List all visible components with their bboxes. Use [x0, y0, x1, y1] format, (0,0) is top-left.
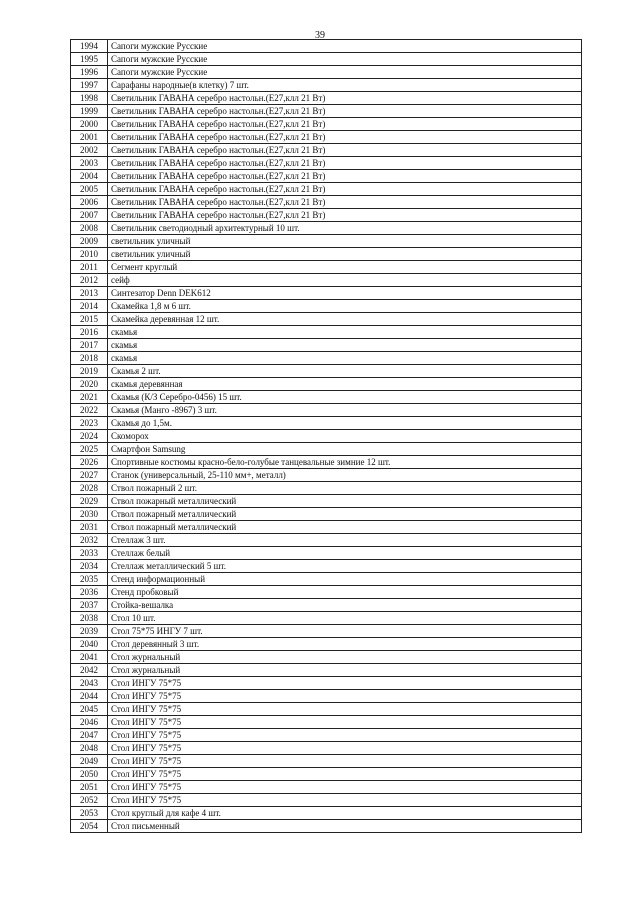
table-row: [71, 690, 582, 703]
row-number-cell: 2019: [71, 365, 108, 378]
table-row: [71, 625, 582, 638]
row-number-cell: 2024: [71, 430, 108, 443]
item-name-cell: Стеллаж 3 шт.: [108, 534, 582, 547]
item-name-cell: Сарафаны народные(в клетку) 7 шт.: [108, 79, 582, 92]
row-number-cell: 2000: [71, 118, 108, 131]
item-name-cell: Ствол пожарный 2 шт.: [108, 482, 582, 495]
row-number-cell: 2039: [71, 625, 108, 638]
item-name-cell: Ствол пожарный металлический: [108, 495, 582, 508]
item-name-cell: Стол 10 шт.: [108, 612, 582, 625]
row-number-cell: 2027: [71, 469, 108, 482]
table-row: [71, 664, 582, 677]
table-row: [71, 118, 582, 131]
table-row: [71, 261, 582, 274]
item-name-cell: Светильник ГАВАНА серебро настольн.(Е27,клл 21 Вт): [108, 131, 582, 144]
row-number-cell: 2007: [71, 209, 108, 222]
table-row: [71, 716, 582, 729]
row-number-cell: 1996: [71, 66, 108, 79]
item-name-cell: Синтезатор Denn DEK612: [108, 287, 582, 300]
table-row: [71, 183, 582, 196]
row-number-cell: 2015: [71, 313, 108, 326]
item-name-cell: Стол ИНГУ 75*75: [108, 781, 582, 794]
table-row: [71, 755, 582, 768]
row-number-cell: 2014: [71, 300, 108, 313]
table-row: [71, 339, 582, 352]
inventory-table-body: [71, 40, 582, 833]
table-row: [71, 300, 582, 313]
table-row: [71, 40, 582, 53]
table-row: [71, 820, 582, 833]
row-number-cell: 2004: [71, 170, 108, 183]
table-row: [71, 131, 582, 144]
row-number-cell: 2008: [71, 222, 108, 235]
item-name-cell: Спортивные костюмы красно-бело-голубые танцевальные зимние 12 шт.: [108, 456, 582, 469]
table-row: [71, 651, 582, 664]
row-number-cell: 2020: [71, 378, 108, 391]
item-name-cell: Стол ИНГУ 75*75: [108, 742, 582, 755]
table-row: [71, 222, 582, 235]
table-row: [71, 287, 582, 300]
item-name-cell: Светильник светодиодный архитектурный 10 шт.: [108, 222, 582, 235]
row-number-cell: 2032: [71, 534, 108, 547]
table-row: [71, 586, 582, 599]
item-name-cell: Сапоги мужские Русские: [108, 53, 582, 66]
row-number-cell: 2021: [71, 391, 108, 404]
row-number-cell: 2034: [71, 560, 108, 573]
row-number-cell: 1997: [71, 79, 108, 92]
item-name-cell: Скамейка 1,8 м 6 шт.: [108, 300, 582, 313]
item-name-cell: Стол журнальный: [108, 664, 582, 677]
row-number-cell: 2016: [71, 326, 108, 339]
item-name-cell: скамья деревянная: [108, 378, 582, 391]
table-row: [71, 391, 582, 404]
table-row: [71, 443, 582, 456]
item-name-cell: Стенд пробковый: [108, 586, 582, 599]
item-name-cell: Светильник ГАВАНА серебро настольн.(Е27,клл 21 Вт): [108, 157, 582, 170]
item-name-cell: скамья: [108, 339, 582, 352]
row-number-cell: 2023: [71, 417, 108, 430]
table-row: [71, 404, 582, 417]
table-row: [71, 313, 582, 326]
inventory-table: [70, 39, 582, 833]
row-number-cell: 2001: [71, 131, 108, 144]
row-number-cell: 2038: [71, 612, 108, 625]
table-row: [71, 573, 582, 586]
item-name-cell: Светильник ГАВАНА серебро настольн.(Е27,клл 21 Вт): [108, 196, 582, 209]
page-number: 39: [315, 30, 325, 41]
item-name-cell: Скоморох: [108, 430, 582, 443]
table-row: [71, 781, 582, 794]
table-row: [71, 248, 582, 261]
row-number-cell: 2003: [71, 157, 108, 170]
item-name-cell: Сапоги мужские Русские: [108, 66, 582, 79]
item-name-cell: Станок (универсальный, 25-110 мм+, металл): [108, 469, 582, 482]
item-name-cell: Сегмент круглый: [108, 261, 582, 274]
item-name-cell: Стол ИНГУ 75*75: [108, 690, 582, 703]
item-name-cell: Светильник ГАВАНА серебро настольн.(Е27,клл 21 Вт): [108, 209, 582, 222]
row-number-cell: 2042: [71, 664, 108, 677]
item-name-cell: Стол ИНГУ 75*75: [108, 729, 582, 742]
row-number-cell: 2054: [71, 820, 108, 833]
item-name-cell: Скамья (Манго -8967) 3 шт.: [108, 404, 582, 417]
row-number-cell: 2002: [71, 144, 108, 157]
item-name-cell: Скамья (К/З Серебро-0456) 15 шт.: [108, 391, 582, 404]
row-number-cell: 1994: [71, 40, 108, 53]
row-number-cell: 2053: [71, 807, 108, 820]
row-number-cell: 2018: [71, 352, 108, 365]
row-number-cell: 2050: [71, 768, 108, 781]
table-row: [71, 209, 582, 222]
item-name-cell: Сапоги мужские Русские: [108, 40, 582, 53]
item-name-cell: Стол ИНГУ 75*75: [108, 716, 582, 729]
row-number-cell: 2035: [71, 573, 108, 586]
item-name-cell: Светильник ГАВАНА серебро настольн.(Е27,клл 21 Вт): [108, 170, 582, 183]
item-name-cell: Скамья 2 шт.: [108, 365, 582, 378]
item-name-cell: Скамья до 1,5м.: [108, 417, 582, 430]
item-name-cell: Светильник ГАВАНА серебро настольн.(Е27,клл 21 Вт): [108, 144, 582, 157]
item-name-cell: Стеллаж белый: [108, 547, 582, 560]
row-number-cell: 1999: [71, 105, 108, 118]
row-number-cell: 2026: [71, 456, 108, 469]
table-row: [71, 456, 582, 469]
table-row: [71, 92, 582, 105]
table-row: [71, 79, 582, 92]
table-row: [71, 560, 582, 573]
row-number-cell: 2046: [71, 716, 108, 729]
item-name-cell: Светильник ГАВАНА серебро настольн.(Е27,клл 21 Вт): [108, 118, 582, 131]
row-number-cell: 2030: [71, 508, 108, 521]
item-name-cell: Светильник ГАВАНА серебро настольн.(Е27,клл 21 Вт): [108, 105, 582, 118]
table-row: [71, 365, 582, 378]
table-row: [71, 677, 582, 690]
table-row: [71, 196, 582, 209]
row-number-cell: 2012: [71, 274, 108, 287]
row-number-cell: 2045: [71, 703, 108, 716]
item-name-cell: Стол ИНГУ 75*75: [108, 794, 582, 807]
table-row: [71, 235, 582, 248]
item-name-cell: Стол ИНГУ 75*75: [108, 755, 582, 768]
item-name-cell: Смартфон Samsung: [108, 443, 582, 456]
table-row: [71, 157, 582, 170]
row-number-cell: 2049: [71, 755, 108, 768]
table-row: [71, 326, 582, 339]
item-name-cell: Стеллаж металлический 5 шт.: [108, 560, 582, 573]
row-number-cell: 2005: [71, 183, 108, 196]
table-row: [71, 144, 582, 157]
item-name-cell: Стол деревянный 3 шт.: [108, 638, 582, 651]
table-row: [71, 729, 582, 742]
row-number-cell: 2048: [71, 742, 108, 755]
row-number-cell: 1998: [71, 92, 108, 105]
table-row: [71, 534, 582, 547]
table-row: [71, 482, 582, 495]
row-number-cell: 2037: [71, 599, 108, 612]
row-number-cell: 2006: [71, 196, 108, 209]
table-row: [71, 508, 582, 521]
row-number-cell: 2029: [71, 495, 108, 508]
item-name-cell: Стойка-вешалка: [108, 599, 582, 612]
row-number-cell: 2011: [71, 261, 108, 274]
table-row: [71, 807, 582, 820]
table-row: [71, 105, 582, 118]
item-name-cell: сейф: [108, 274, 582, 287]
row-number-cell: 2051: [71, 781, 108, 794]
table-row: [71, 612, 582, 625]
row-number-cell: 2043: [71, 677, 108, 690]
row-number-cell: 2033: [71, 547, 108, 560]
item-name-cell: Светильник ГАВАНА серебро настольн.(Е27,клл 21 Вт): [108, 92, 582, 105]
item-name-cell: Стол 75*75 ИНГУ 7 шт.: [108, 625, 582, 638]
item-name-cell: Светильник ГАВАНА серебро настольн.(Е27,клл 21 Вт): [108, 183, 582, 196]
item-name-cell: Ствол пожарный металлический: [108, 508, 582, 521]
item-name-cell: Скамейка деревянная 12 шт.: [108, 313, 582, 326]
item-name-cell: скамья: [108, 326, 582, 339]
table-row: [71, 794, 582, 807]
row-number-cell: 2013: [71, 287, 108, 300]
item-name-cell: светильник уличный: [108, 248, 582, 261]
item-name-cell: светильник уличный: [108, 235, 582, 248]
table-row: [71, 352, 582, 365]
item-name-cell: Стол журнальный: [108, 651, 582, 664]
item-name-cell: Стол круглый для кафе 4 шт.: [108, 807, 582, 820]
table-row: [71, 53, 582, 66]
row-number-cell: 2017: [71, 339, 108, 352]
table-row: [71, 703, 582, 716]
row-number-cell: 1995: [71, 53, 108, 66]
table-row: [71, 430, 582, 443]
table-row: [71, 417, 582, 430]
table-row: [71, 547, 582, 560]
row-number-cell: 2047: [71, 729, 108, 742]
table-row: [71, 521, 582, 534]
item-name-cell: Стол ИНГУ 75*75: [108, 677, 582, 690]
table-row: [71, 768, 582, 781]
item-name-cell: Стол ИНГУ 75*75: [108, 768, 582, 781]
row-number-cell: 2036: [71, 586, 108, 599]
row-number-cell: 2010: [71, 248, 108, 261]
row-number-cell: 2040: [71, 638, 108, 651]
row-number-cell: 2022: [71, 404, 108, 417]
row-number-cell: 2025: [71, 443, 108, 456]
row-number-cell: 2052: [71, 794, 108, 807]
table-row: [71, 742, 582, 755]
item-name-cell: Стол ИНГУ 75*75: [108, 703, 582, 716]
table-row: [71, 599, 582, 612]
table-row: [71, 495, 582, 508]
item-name-cell: скамья: [108, 352, 582, 365]
row-number-cell: 2044: [71, 690, 108, 703]
table-row: [71, 170, 582, 183]
table-row: [71, 638, 582, 651]
row-number-cell: 2031: [71, 521, 108, 534]
row-number-cell: 2009: [71, 235, 108, 248]
table-row: [71, 378, 582, 391]
item-name-cell: Стенд информационный: [108, 573, 582, 586]
item-name-cell: Стол письменный: [108, 820, 582, 833]
table-row: [71, 274, 582, 287]
table-row: [71, 66, 582, 79]
row-number-cell: 2041: [71, 651, 108, 664]
row-number-cell: 2028: [71, 482, 108, 495]
item-name-cell: Ствол пожарный металлический: [108, 521, 582, 534]
table-row: [71, 469, 582, 482]
